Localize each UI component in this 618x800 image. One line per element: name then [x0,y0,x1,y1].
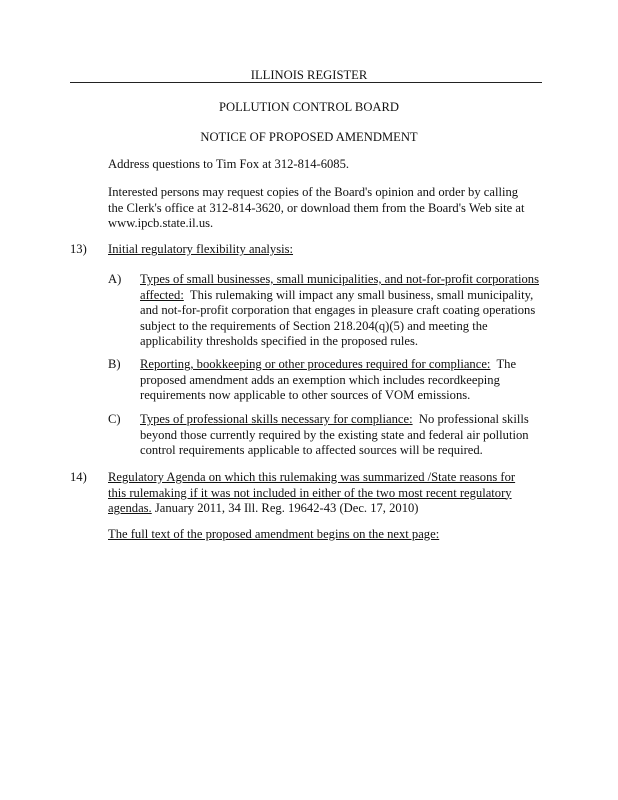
item-c-label: C) [108,412,121,426]
item-b-paragraph [140,357,530,404]
item-a-paragraph [140,272,540,350]
section-14-number: 14) [70,470,87,484]
item-c-paragraph [140,412,530,459]
register-title: ILLINOIS REGISTER [250,68,368,82]
notice-title: NOTICE OF PROPOSED AMENDMENT [200,130,418,144]
section-13-number: 13) [70,242,87,256]
item-b-heading: Reporting, bookkeeping or other procedures required for compliance: [140,357,491,371]
section-14-body: January 2011, 34 Ill. Reg. 19642-43 (Dec. 17, 2010) [154,501,419,515]
header-rule [70,82,542,83]
address-paragraph: Address questions to Tim Fox at 312-814-6085. [108,157,350,171]
item-b-body: The proposed amendment adds an exemption which includes recordkeeping requirements now applicable to other sources of VOM emissions. [140,357,517,402]
section-14-paragraph [108,470,528,517]
full-text-note: The full text of the proposed amendment begins on the next page: [108,527,440,541]
section-14-heading: Regulatory Agenda on which this rulemaking was summarized /State reasons for this rulemaking if it was not included in either of the two most recent regulatory agendas. [108,470,516,515]
item-c-heading: Types of professional skills necessary for compliance: [140,412,413,426]
item-a-body: This rulemaking will impact any small business, small municipality, and not-for-profit corporation that engages in pleasure craft coating operations subject to the requirements of Section 218.204(q)(5) and meeting the applicability thresholds specified in the proposed rules. [140,287,536,348]
item-a-heading: Types of small businesses, small municipalities, and not-for-profit corporations affected: [140,272,539,302]
item-b-label: B) [108,357,121,371]
copies-paragraph: Interested persons may request copies of the Board's opinion and order by calling the Clerk's office at 312-814-3620, or download them from the Board's Web site at www.ipcb.state.il.us. [108,185,525,230]
item-a-label: A) [108,272,122,286]
board-title: POLLUTION CONTROL BOARD [218,100,400,114]
section-13-title: Initial regulatory flexibility analysis: [108,242,294,256]
item-c-body: No professional skills beyond those currently required by the existing state and federal air pollution control requirements applicable to affected sources will be required. [140,412,529,457]
